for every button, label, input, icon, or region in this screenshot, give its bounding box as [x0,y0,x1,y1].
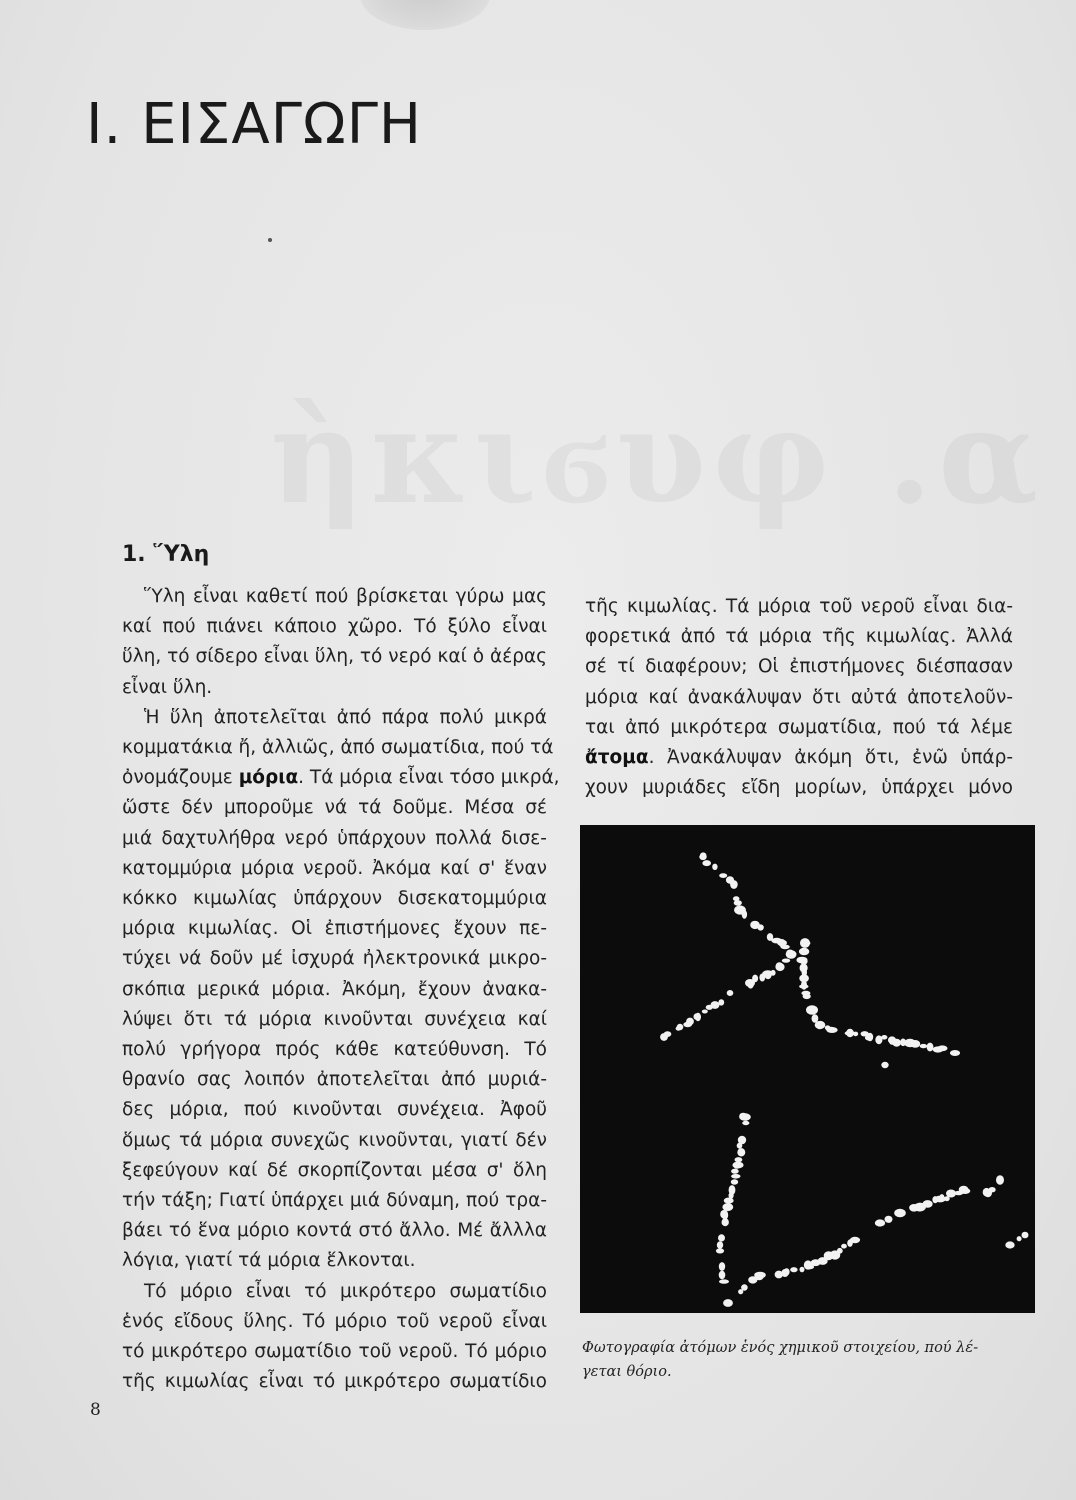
text-line: Ἡ ὕλη ἀποτελεῖται ἀπό πάρα πολύ μικρά [144,706,547,728]
atom-dot [719,1271,726,1279]
text-line: εἶναι ὕλη. [122,676,213,698]
atom-dot [914,1203,926,1212]
text-line: πολύ γρήγορα πρός κάθε κατεύθυνση. Τό [122,1039,547,1061]
atom-dot [734,905,746,914]
atom-dot [731,1169,739,1174]
atom-dot [699,854,706,860]
atom-dot [738,1136,746,1145]
atom-dot [1022,1232,1029,1239]
atom-dot [731,1179,738,1184]
text-line: βάει τό ἕνα μόριο κοντά στό ἄλλο. Μέ ἄλλλα [122,1220,547,1242]
atom-dot [850,1237,860,1243]
text-line: λύψει ὅτι τά μόρια κινοῦνται συνέχεια καί [122,1008,547,1030]
text-line: καί πού πιάνει κάποιο χῶρο. Τό ξύλο εἶναι [122,616,547,638]
text-line-with-emphasis: ὀνομάζουμε μόρια. Τά μόρια εἶναι τόσο μικρά, [122,767,560,789]
atom-dot [846,1029,854,1037]
atom-dot [754,1272,766,1279]
atom-dot [750,921,760,929]
atom-dot [888,1036,896,1043]
caption-line: Φωτογραφία ἀτόμων ἑνός χημικοῦ στοιχείου, πού λέ- [582,1340,979,1356]
atom-dot [799,948,809,955]
atom-dot [731,1174,740,1179]
text-line: τύχει νά δοῦν μέ ἰσχυρά ἠλεκτρονικά μικρο- [122,948,547,970]
atom-dot [881,1062,888,1068]
text-line: ἑνός εἴδους ὕλης. Τό μόριο τοῦ νεροῦ εἶναι [122,1310,547,1332]
bleed-through-text [270,380,1044,534]
text-line: κατομμύρια μόρια νεροῦ. Ἀκόμα καί σ' ἕναν [122,857,547,879]
atom-dot [790,1267,797,1272]
atom-dot [934,1196,946,1203]
text-line: μόρια κιμωλίας. Οἱ ἐπιστήμονες ἔχουν πε- [122,918,547,940]
atom-dot [712,864,717,870]
text-line-with-emphasis: ἄτομα. Ἀνακάλυψαν ἀκόμη ὅτι, ἐνῶ ὑπάρ- [585,747,1013,769]
text-line: ξεφεύγουν καί δέ σκορπίζονται μέσα σ' ὅλη [122,1159,547,1181]
atom-dot [803,994,811,1000]
caption-line: γεται θόριο. [582,1364,672,1380]
text-line: χουν μυριάδες εἴδη μορίων, ὑπάρχει μόνο [585,777,1013,799]
thorium-atoms-photo [580,825,1035,1313]
atom-dot [745,979,755,987]
left-column-text [122,582,560,1397]
atom-dot [723,1299,733,1307]
text-line: φορετικά ἀπό τά μόρια τῆς κιμωλίας. Ἀλλά [585,626,1013,648]
atom-dot [695,1013,701,1021]
chapter-title: I. ΕΙΣΑΓΩΓΗ [86,92,423,157]
atom-dot [826,1027,837,1033]
text-line: τό μικρότερο σωματίδιο τοῦ νεροῦ. Τό μόριο [122,1341,547,1363]
text-line: ὕλη, τό σίδερο εἶναι ὕλη, τό νερό καί ὁ ἀέρας [122,646,547,668]
atom-dot [950,1050,960,1056]
atom-dot [734,900,742,906]
atom-dot [904,1039,916,1047]
atom-dot [775,963,784,971]
atom-dot [739,1113,751,1120]
text-line: λόγια, γιατί τά μόρια ἕλκονται. [122,1250,416,1272]
atom-dot [996,1175,1004,1184]
atom-dot [719,1262,725,1271]
atom-dot [800,938,810,948]
atom-dot [881,1035,887,1040]
atom-dot [737,1148,745,1156]
atom-dot [660,1033,668,1041]
text-line: θρανίο σας λοιπόν ἀποτελεῖται ἀπό μυριά- [122,1069,547,1091]
text-line: δες μόρια, πού κινοῦνται συνέχεια. Ἀφοῦ [122,1099,547,1121]
atom-dot [841,1244,847,1249]
text-line: τήν τάξη; Γιατί ὑπάρχει μιά δύναμη, πού τρα- [122,1190,547,1212]
text-line: μιά δαχτυλήθρα νερό ὑπάρχουν πολλά δισε- [122,827,547,849]
atom-dot [867,1033,873,1042]
page-number: 8 [90,1400,101,1420]
atom-dot [717,1241,723,1249]
atom-dot [815,1021,826,1029]
atom-dot [724,1198,734,1204]
atom-dot [1005,1241,1014,1248]
atom-dot [767,933,773,941]
photo-caption [582,1336,1034,1384]
section-heading: 1. Ὕλη [122,542,210,567]
text-line: ὅμως τά μόρια συνεχῶς κινοῦνται, γιατί δέν [122,1129,547,1151]
atom-dot [806,1005,818,1014]
text-line: ται ἀπό μικρότερα σωματίδια, πού τά λέμε [585,716,1013,738]
atom-dot [885,1216,893,1223]
atom-dot [741,1284,748,1290]
atom-dot [716,1248,724,1253]
atom-dot [722,1210,728,1219]
atom-dot [742,1121,749,1125]
text-line: ὥστε δέν μποροῦμε νά τά δοῦμε. Μέσα σέ [122,797,547,819]
atom-dot [718,1234,725,1241]
atom-dot [927,1043,934,1052]
text-line: τῆς κιμωλίας εἶναι τό μικρότερο σωματίδιο [122,1371,547,1393]
text-line: σκόπια μερικά μόρια. Ἀκόμη, ἔχουν ἀνακα- [122,978,547,1000]
right-column-text [585,592,1013,803]
atom-dot [786,950,794,957]
text-line: μόρια καί ἀνακάλυψαν ὅτι αὐτά ἀποτελοῦν- [585,686,1013,708]
atom-dot [702,860,711,866]
atoms-image [580,825,1035,1313]
atom-dot [726,876,734,883]
atom-dot [727,990,734,996]
atom-dot [702,1010,708,1014]
atom-dot [729,1185,736,1195]
atom-dot [764,971,771,979]
text-line: τῆς κιμωλίας. Τά μόρια τοῦ νεροῦ εἶναι δια- [585,596,1013,617]
atom-dot [804,1260,812,1269]
text-line: Ὕλη εἶναι καθετί πού βρίσκεται γύρω μας [144,586,547,607]
atom-dot [937,1045,947,1051]
atom-dot [677,1024,684,1030]
atom-dot [722,1203,733,1211]
atom-dot [894,1209,906,1218]
atom-dot [920,1044,927,1048]
atom-dot [735,1157,743,1162]
atom-dot [830,1250,841,1259]
atom-dot [801,980,807,989]
text-line: Τό μόριο εἶναι τό μικρότερο σωματίδιο [144,1280,547,1302]
text-line: κομματάκια ἤ, ἀλλιῶς, ἀπό σωματίδια, πού τά [122,737,554,759]
atom-dot [711,1001,720,1009]
atom-dot [732,1162,743,1169]
atom-dot [984,1189,992,1197]
atom-dot [779,939,786,947]
atom-dot [800,1267,805,1273]
atom-dot [782,959,790,963]
emphasized-term-moria: μόρια [238,767,299,789]
text-line: κόκκο κιμωλίας ὑπάρχουν δισεκατομμύρια [122,888,547,910]
ink-dot [268,238,272,242]
atom-dot [1017,1236,1022,1241]
atom-dot [781,1269,788,1277]
emphasized-term-atoma: ἄτομα [585,747,649,769]
atom-dot [960,1188,971,1194]
atom-dot [719,1279,729,1283]
atom-dot [759,974,765,982]
atom-dot [719,873,727,878]
atom-dot [683,1022,692,1027]
page-edge-shadow [360,0,490,30]
atom-dot [875,1219,885,1226]
atom-dot [796,957,807,964]
text-line: σέ τί διαφέρουν; Οἱ ἐπιστήμονες διέσπασαν [585,656,1013,678]
